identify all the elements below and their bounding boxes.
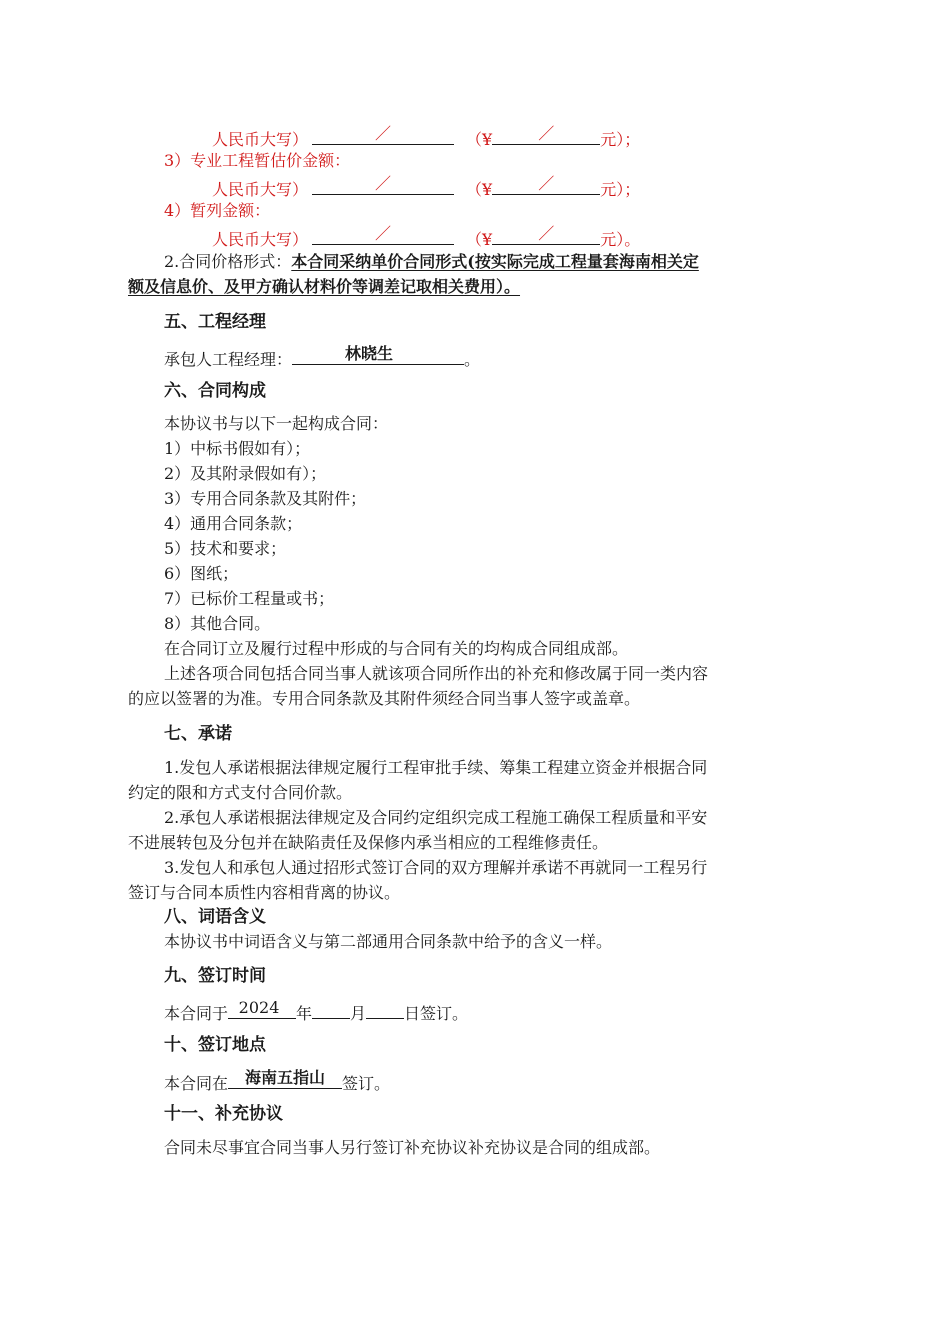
list-item: 5）技术和要求； [164,539,287,558]
promise-2a: 2.承包人承诺根据法律规定及合同约定组织完成工程施工确保工程质量和平安 [164,808,708,827]
list-item: 7）已标价工程量或书； [164,589,335,608]
manager-label: 承包人工程经理： [164,350,293,369]
section-9-title: 九、签订时间 [164,966,266,986]
contract-form-value-2: 额及信息价、及甲方确认材料价等调差记取相关费用）。 [128,277,521,296]
list-item: 2）及其附录假如有）； [164,464,327,483]
promise-2b: 不进展转包及分包并在缺陷责任及保修内承当相应的工程维修责任。 [128,833,609,852]
rmb-amount-blank: ／ [312,224,454,245]
item-4-label: 4）暂列金额： [164,201,271,220]
manager-name-field: 林晓生 [292,344,464,365]
list-item: 3）专用合同条款及其附件； [164,489,367,508]
promise-3a: 3.发包人和承包人通过招形式签订合同的双方理解并承诺不再就同一工程另行 [164,858,708,877]
section-7-title: 七、承诺 [164,724,232,744]
list-item: 1）中标书假如有）； [164,439,311,458]
section-6-paragraph-2a: 上述各项合同包括合同当事人就该项合同所作出的补充和修改属于同一类内容 [164,664,709,683]
rmb-amount-blank: ／ [312,124,454,145]
rmb-row-4: 人民币大写） ／ （¥ ／ 元）。 [212,224,641,249]
rmb-amount-blank: ／ [312,174,454,195]
section-6-paragraph-2b: 的应以签署的为准。专用合同条款及其附件须经合同当事人签字或盖章。 [128,689,641,708]
rmb-row-1: 人民币大写） ／ （¥ ／ 元）； [212,124,641,149]
section-6-intro: 本协议书与以下一起构成合同： [164,414,389,433]
section-6-paragraph-1: 在合同订立及履行过程中形成的与合同有关的均构成合同组成部。 [164,639,629,658]
yen-amount-blank: ／ [492,124,600,145]
manager-line: 承包人工程经理： 林晓生 。 [164,344,481,369]
rmb-label: 人民币大写） [212,130,309,149]
month-field [312,998,350,1019]
section-11-text: 合同未尽事宜合同当事人另行签订补充协议补充协议是合同的组成部。 [164,1138,661,1157]
day-field [366,998,404,1019]
list-item: 6）图纸； [164,564,239,583]
section-6-title: 六、合同构成 [164,381,266,401]
contract-form-line [164,250,699,274]
section-11-title: 十一、补充协议 [164,1104,283,1124]
sign-place-line: 本合同在 海南五指山 签订。 [164,1068,391,1093]
place-field: 海南五指山 [228,1068,342,1089]
list-item: 8）其他合同。 [164,614,271,633]
year-field: 2024 [228,998,296,1019]
section-5-title: 五、工程经理 [164,312,266,332]
contract-form-value-1: 本合同采纳单价合同形式(按实际完成工程量套海南相关定 [291,252,699,271]
list-item: 4）通用合同条款； [164,514,303,533]
yen-amount-blank: ／ [492,174,600,195]
promise-1a: 1.发包人承诺根据法律规定履行工程审批手续、筹集工程建立资金并根据合同 [164,758,708,777]
item-3-label: 3）专业工程暂估价金额： [164,151,351,170]
yen-amount-blank: ／ [492,224,600,245]
contract-form-label: 2.合同价格形式： [164,252,292,271]
promise-1b: 约定的限和方式支付合同价款。 [128,783,353,802]
section-8-title: 八、词语含义 [164,907,266,927]
section-8-text: 本协议书中词语含义与第二部通用合同条款中给予的含义一样。 [164,932,613,951]
section-10-title: 十、签订地点 [164,1035,266,1055]
rmb-row-3: 人民币大写） ／ （¥ ／ 元）； [212,174,641,199]
sign-date-line: 本合同于 2024 年 月 日签订。 [164,998,469,1023]
promise-3b: 签订与合同本质性内容相背离的协议。 [128,883,401,902]
